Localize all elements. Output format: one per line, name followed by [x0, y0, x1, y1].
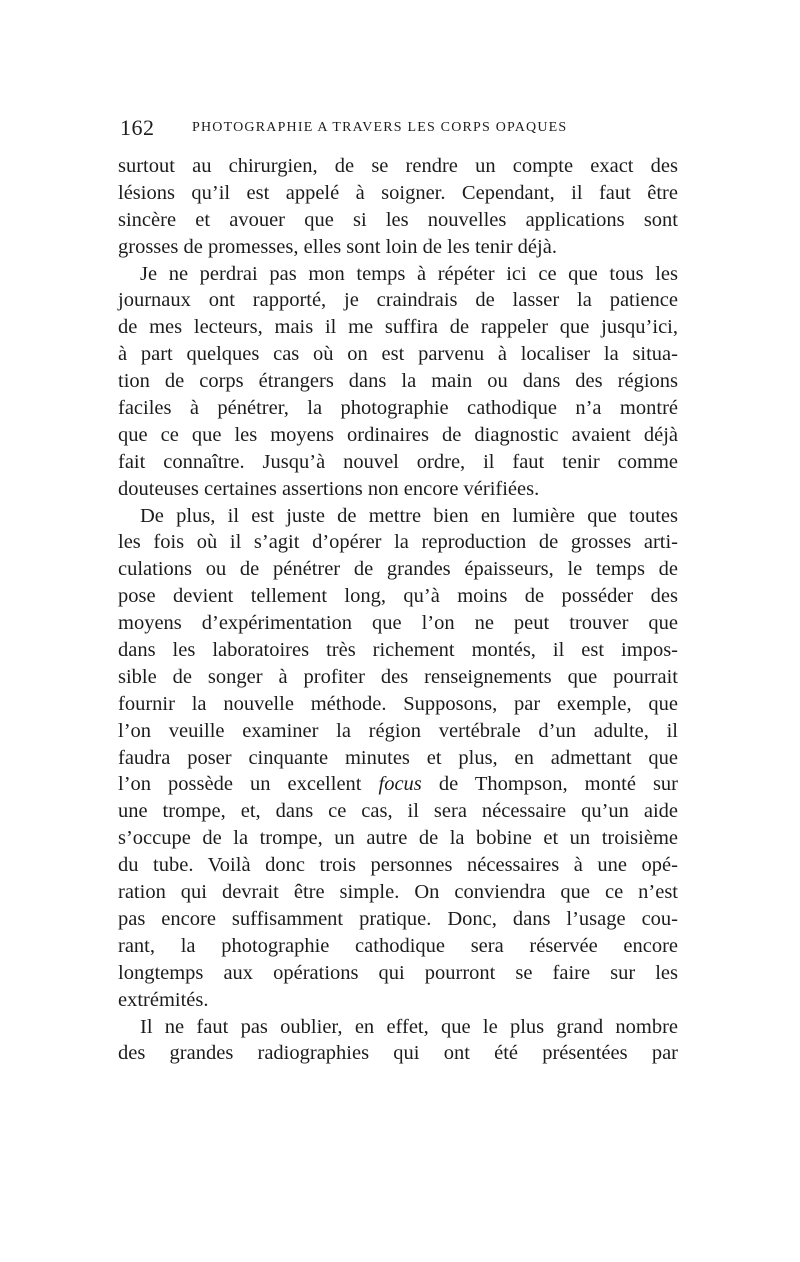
text-line: rant, la photographie cathodique sera réservée encore — [118, 934, 678, 957]
text-line: pose devient tellement long, qu’à moins de posséder des — [118, 585, 678, 608]
body-text — [118, 153, 678, 1067]
text-line: une trompe, et, dans ce cas, il sera nécessaire qu’un aide — [118, 800, 678, 823]
text-line: pas encore suffisamment pratique. Donc, dans l’usage cou- — [118, 907, 678, 930]
text-line: de mes lecteurs, mais il me suffira de rappeler que jusqu’ici, — [118, 316, 678, 339]
text-line: fournir la nouvelle méthode. Supposons, par exemple, que — [118, 692, 678, 715]
text-line: faudra poser cinquante minutes et plus, en admettant que — [118, 746, 678, 769]
text-run: de Thompson, monté sur — [421, 773, 678, 796]
text-line: sincère et avouer que si les nouvelles applications sont — [118, 208, 678, 231]
text-line: De plus, il est juste de mettre bien en lumière que toutes — [140, 504, 678, 527]
text-line: douteuses certaines assertions non encore vérifiées. — [118, 477, 540, 500]
text-run: l’on possède un excellent — [118, 773, 379, 796]
text-line: culations ou de pénétrer de grandes épaisseurs, le temps de — [118, 558, 678, 581]
text-line: moyens d’expérimentation que l’on ne peut trouver que — [118, 612, 678, 635]
text-line: lésions qu’il est appelé à soigner. Cependant, il faut être — [118, 181, 678, 204]
text-line: l’on veuille examiner la région vertébrale d’un adulte, il — [118, 719, 678, 742]
text-line: ration qui devrait être simple. On conviendra que ce n’est — [118, 881, 678, 904]
text-line: des grandes radiographies qui ont été présentées par — [118, 1042, 678, 1065]
italic-term: focus — [378, 773, 422, 796]
text-line: Je ne perdrai pas mon temps à répéter ici ce que tous les — [140, 262, 678, 285]
text-line: tion de corps étrangers dans la main ou dans des régions — [118, 370, 678, 393]
text-line: journaux ont rapporté, je craindrais de lasser la patience — [118, 289, 678, 312]
text-line: longtemps aux opérations qui pourront se faire sur les — [118, 961, 678, 984]
text-line: Il ne faut pas oublier, en effet, que le plus grand nombre — [140, 1015, 678, 1038]
text-line: grosses de promesses, elles sont loin de les tenir déjà. — [118, 235, 557, 258]
text-line: fait connaître. Jusqu’à nouvel ordre, il faut tenir comme — [118, 450, 678, 473]
running-title: PHOTOGRAPHIE A TRAVERS LES CORPS OPAQUES — [192, 120, 568, 135]
text-line — [118, 771, 678, 798]
text-line: sible de songer à profiter des renseignements que pourrait — [118, 665, 678, 688]
text-line: que ce que les moyens ordinaires de diagnostic avaient déjà — [118, 423, 678, 446]
text-line: surtout au chirurgien, de se rendre un compte exact des — [118, 155, 678, 177]
text-line: s’occupe de la trompe, un autre de la bobine et un troisième — [118, 827, 678, 850]
text-line: dans les laboratoires très richement montés, il est impos- — [118, 639, 678, 662]
page-number: 162 — [120, 115, 155, 140]
text-line: faciles à pénétrer, la photographie cathodique n’a montré — [118, 397, 678, 420]
text-line: du tube. Voilà donc trois personnes nécessaires à une opé- — [118, 854, 678, 877]
running-head — [120, 113, 680, 143]
text-line: les fois où il s’agit d’opérer la reproduction de grosses arti- — [118, 531, 678, 554]
text-line: à part quelques cas où on est parvenu à localiser la situa- — [118, 343, 678, 366]
text-line: extrémités. — [118, 988, 209, 1011]
